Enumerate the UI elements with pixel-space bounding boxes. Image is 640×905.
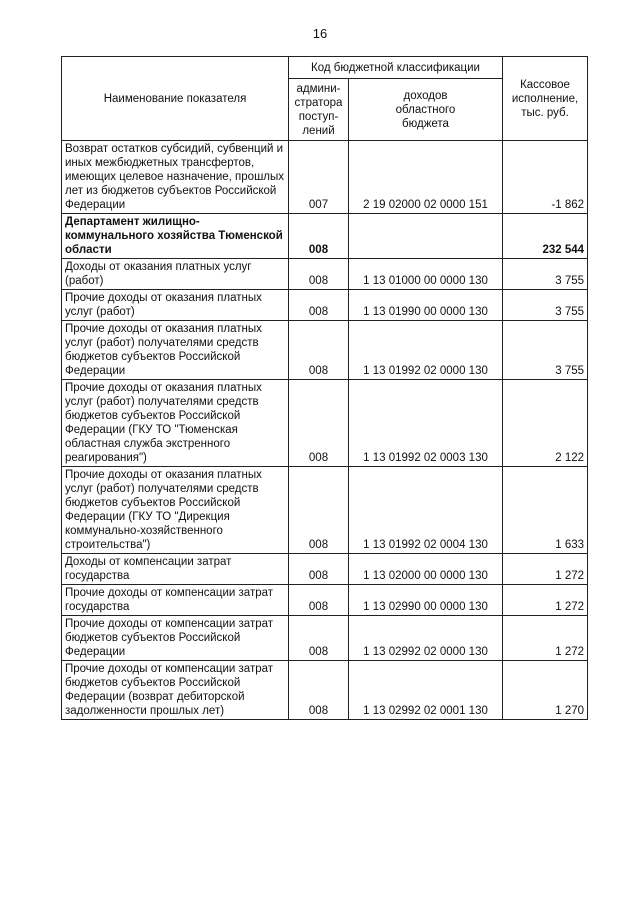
row-administrator: 008	[289, 616, 349, 661]
row-administrator: 008	[289, 290, 349, 321]
row-sum: 3 755	[503, 259, 588, 290]
row-sum: 3 755	[503, 290, 588, 321]
row-sum: 1 272	[503, 585, 588, 616]
header-sum: Кассовое исполнение, тыс. руб.	[503, 57, 588, 141]
row-administrator: 007	[289, 141, 349, 214]
table-row	[62, 321, 588, 380]
row-administrator: 008	[289, 321, 349, 380]
row-name: Департамент жилищно-коммунального хозяйства Тюменской области	[62, 214, 289, 259]
page-number: 16	[312, 26, 328, 41]
row-name: Прочие доходы от оказания платных услуг (работ) получателями средств бюджетов субъектов Российской Федерации	[62, 321, 289, 380]
row-income-code: 1 13 01992 02 0004 130	[349, 467, 503, 554]
row-administrator: 008	[289, 467, 349, 554]
row-sum: 232 544	[503, 214, 588, 259]
table-row	[62, 467, 588, 554]
row-sum: 1 270	[503, 661, 588, 720]
table-row	[62, 380, 588, 467]
row-name: Прочие доходы от компенсации затрат бюджетов субъектов Российской Федерации	[62, 616, 289, 661]
row-income-code: 1 13 01992 02 0000 130	[349, 321, 503, 380]
table-row	[62, 585, 588, 616]
row-name: Доходы от оказания платных услуг (работ)	[62, 259, 289, 290]
row-income-code: 2 19 02000 02 0000 151	[349, 141, 503, 214]
budget-table	[61, 56, 588, 720]
row-administrator: 008	[289, 585, 349, 616]
header-classification-group: Код бюджетной классификации	[289, 57, 503, 79]
table-row	[62, 616, 588, 661]
row-name: Прочие доходы от компенсации затрат бюджетов субъектов Российской Федерации (возврат дебиторской задолженности прошлых лет)	[62, 661, 289, 720]
row-income-code: 1 13 01992 02 0003 130	[349, 380, 503, 467]
row-administrator: 008	[289, 259, 349, 290]
table-body	[62, 141, 588, 720]
table-row	[62, 554, 588, 585]
row-administrator: 008	[289, 214, 349, 259]
row-sum: 2 122	[503, 380, 588, 467]
row-income-code: 1 13 02992 02 0001 130	[349, 661, 503, 720]
row-sum: 1 633	[503, 467, 588, 554]
row-administrator: 008	[289, 661, 349, 720]
row-sum: 1 272	[503, 554, 588, 585]
row-name: Прочие доходы от оказания платных услуг (работ) получателями средств бюджетов субъектов Российской Федерации (ГКУ ТО "Дирекция коммунально-хозяйственного строительства")	[62, 467, 289, 554]
row-income-code: 1 13 01000 00 0000 130	[349, 259, 503, 290]
row-income-code	[349, 214, 503, 259]
header-administrator: админи- стратора поступ- лений	[289, 79, 349, 141]
row-name: Прочие доходы от оказания платных услуг (работ)	[62, 290, 289, 321]
row-name: Прочие доходы от компенсации затрат государства	[62, 585, 289, 616]
row-name: Доходы от компенсации затрат государства	[62, 554, 289, 585]
row-administrator: 008	[289, 380, 349, 467]
header-income-code: доходов областного бюджета	[349, 79, 503, 141]
row-sum: -1 862	[503, 141, 588, 214]
table-row	[62, 214, 588, 259]
row-income-code: 1 13 02000 00 0000 130	[349, 554, 503, 585]
table-row	[62, 141, 588, 214]
row-sum: 3 755	[503, 321, 588, 380]
row-sum: 1 272	[503, 616, 588, 661]
table-row	[62, 290, 588, 321]
header-name: Наименование показателя	[62, 57, 289, 141]
row-income-code: 1 13 02992 02 0000 130	[349, 616, 503, 661]
row-administrator: 008	[289, 554, 349, 585]
row-name: Возврат остатков субсидий, субвенций и иных межбюджетных трансфертов, имеющих целевое назначение, прошлых лет из бюджетов субъектов Российской Федерации	[62, 141, 289, 214]
table-row	[62, 661, 588, 720]
table-row	[62, 259, 588, 290]
row-income-code: 1 13 01990 00 0000 130	[349, 290, 503, 321]
row-income-code: 1 13 02990 00 0000 130	[349, 585, 503, 616]
row-name: Прочие доходы от оказания платных услуг (работ) получателями средств бюджетов субъектов Российской Федерации (ГКУ ТО "Тюменская областная служба экстренного реагирования")	[62, 380, 289, 467]
